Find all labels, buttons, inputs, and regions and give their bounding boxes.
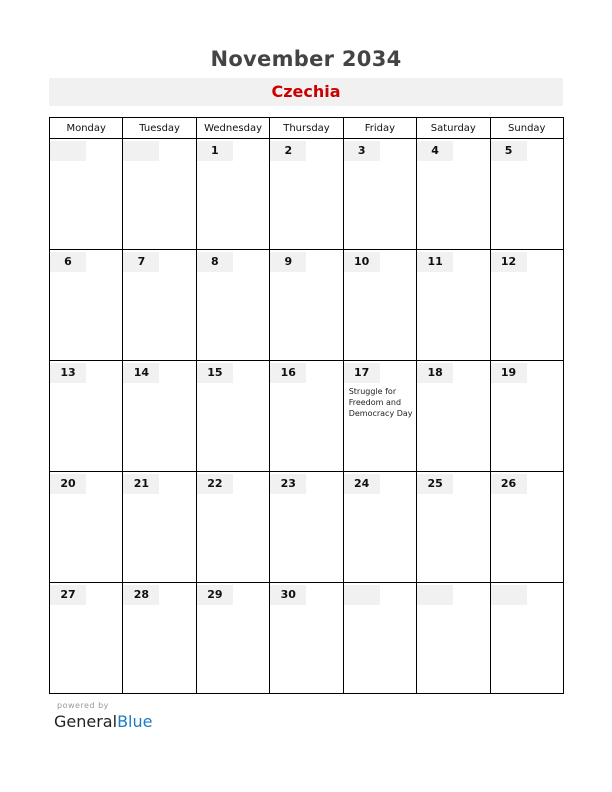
- day-cell: [343, 583, 416, 694]
- day-cell: [50, 250, 123, 361]
- day-number: 29: [197, 585, 233, 605]
- day-cell: [270, 139, 343, 250]
- weekday-header: Wednesday: [196, 118, 269, 139]
- brand-general: General: [54, 712, 118, 731]
- day-number: 23: [270, 474, 306, 494]
- weekday-header-row: [50, 118, 564, 139]
- day-cell: [270, 472, 343, 583]
- day-cell: [417, 583, 490, 694]
- day-cell: [417, 361, 490, 472]
- day-number: 3: [344, 141, 380, 161]
- day-cell: [196, 361, 269, 472]
- day-cell: [196, 139, 269, 250]
- weekday-header: Thursday: [270, 118, 343, 139]
- day-cell: [123, 472, 196, 583]
- day-number: 4: [417, 141, 453, 161]
- day-number: [491, 585, 527, 605]
- day-cell: [196, 583, 269, 694]
- weekday-header: Saturday: [417, 118, 490, 139]
- day-number: 12: [491, 252, 527, 272]
- powered-by-text: powered by: [57, 701, 109, 710]
- day-cell: [196, 250, 269, 361]
- day-number: 17: [344, 363, 380, 383]
- country-banner: [49, 78, 563, 106]
- weekday-header: Sunday: [490, 118, 563, 139]
- day-cell: [343, 139, 416, 250]
- day-number: 7: [123, 252, 159, 272]
- day-number: 1: [197, 141, 233, 161]
- day-number: 10: [344, 252, 380, 272]
- day-cell: [270, 250, 343, 361]
- day-number: 18: [417, 363, 453, 383]
- day-number: 21: [123, 474, 159, 494]
- day-number: 11: [417, 252, 453, 272]
- day-number: 28: [123, 585, 159, 605]
- week-row: [50, 361, 564, 472]
- day-number: 5: [491, 141, 527, 161]
- day-cell: [417, 139, 490, 250]
- day-cell: [50, 361, 123, 472]
- day-cell: [490, 472, 563, 583]
- day-cell: [123, 139, 196, 250]
- day-cell: [490, 139, 563, 250]
- day-cell: [343, 472, 416, 583]
- day-number: [50, 141, 86, 161]
- day-number: 26: [491, 474, 527, 494]
- day-number: 6: [50, 252, 86, 272]
- page-title: November 2034: [210, 47, 402, 71]
- day-cell: [417, 472, 490, 583]
- country-name: Czechia: [271, 82, 341, 101]
- weekday-header: Monday: [50, 118, 123, 139]
- day-cell: [123, 361, 196, 472]
- day-number: [344, 585, 380, 605]
- day-cell: [123, 250, 196, 361]
- brand-blue: Blue: [117, 712, 153, 731]
- day-number: [123, 141, 159, 161]
- brand-logo[interactable]: [54, 712, 152, 731]
- day-cell: [196, 472, 269, 583]
- day-number: 20: [50, 474, 86, 494]
- day-number: 25: [417, 474, 453, 494]
- day-cell: [50, 583, 123, 694]
- weekday-header: Tuesday: [123, 118, 196, 139]
- day-number: 19: [491, 363, 527, 383]
- calendar-table: [49, 117, 564, 694]
- weekday-header: Friday: [343, 118, 416, 139]
- day-number: 22: [197, 474, 233, 494]
- day-number: 16: [270, 363, 306, 383]
- day-number: 14: [123, 363, 159, 383]
- day-cell: [490, 250, 563, 361]
- day-number: 13: [50, 363, 86, 383]
- day-number: 9: [270, 252, 306, 272]
- week-row: [50, 250, 564, 361]
- day-cell: [123, 583, 196, 694]
- holiday-label: Struggle for Freedom and Democracy Day: [348, 387, 413, 418]
- day-number: 2: [270, 141, 306, 161]
- day-number: [417, 585, 453, 605]
- day-number: 8: [197, 252, 233, 272]
- day-number: 15: [197, 363, 233, 383]
- day-cell: [490, 361, 563, 472]
- calendar-grid: [49, 117, 564, 697]
- day-cell: [50, 139, 123, 250]
- day-number: 27: [50, 585, 86, 605]
- day-cell: [343, 250, 416, 361]
- day-cell: [270, 361, 343, 472]
- day-cell: [417, 250, 490, 361]
- day-cell: [50, 472, 123, 583]
- week-row: [50, 139, 564, 250]
- week-row: [50, 583, 564, 694]
- day-number: 24: [344, 474, 380, 494]
- week-row: [50, 472, 564, 583]
- day-number: 30: [270, 585, 306, 605]
- day-cell: [270, 583, 343, 694]
- day-cell: [343, 361, 416, 472]
- day-cell: [490, 583, 563, 694]
